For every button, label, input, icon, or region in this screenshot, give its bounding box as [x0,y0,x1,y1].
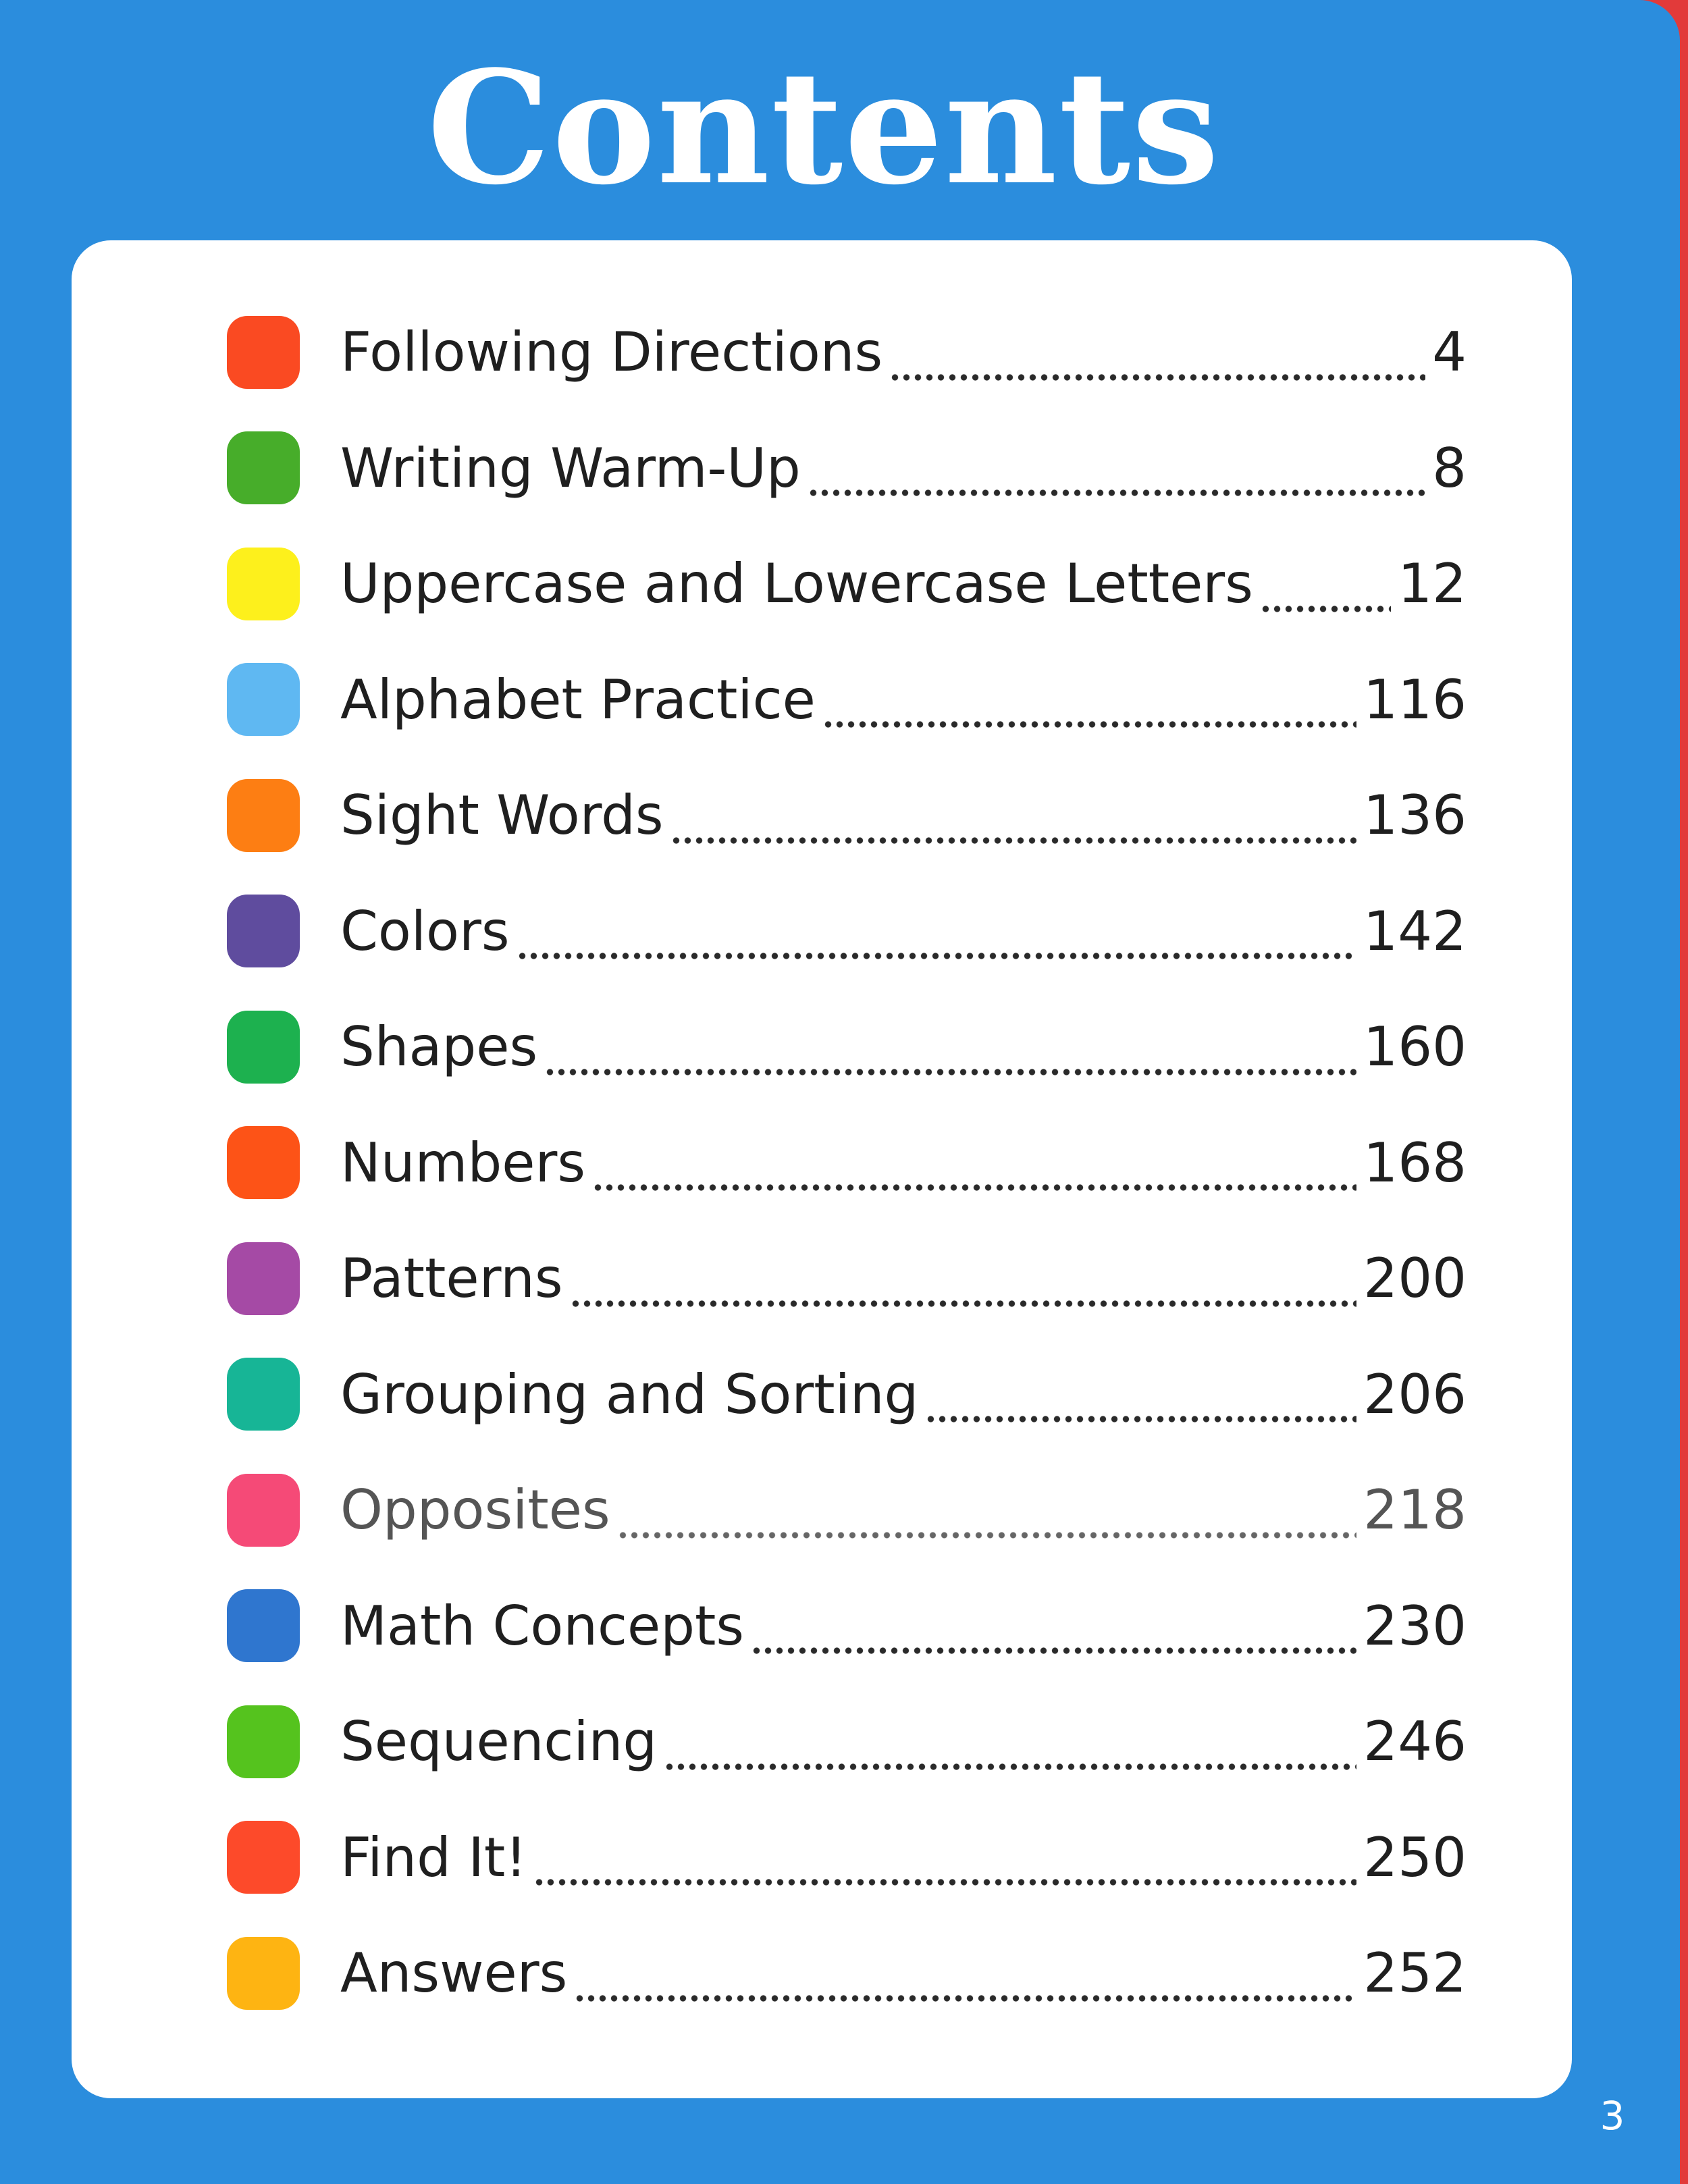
dot-leader [889,323,1425,381]
color-chip [227,1474,300,1547]
entry-page-number: 218 [1363,1479,1467,1542]
color-chip [227,548,300,620]
entry-page-number: 160 [1363,1015,1467,1079]
toc-entry[interactable] [227,1105,1467,1221]
entry-page-number: 142 [1363,899,1467,963]
dot-leader [751,1597,1356,1655]
toc-entry[interactable] [227,1452,1467,1568]
color-chip [227,1242,300,1315]
entry-page-number: 250 [1363,1826,1467,1889]
entry-page-number: 116 [1363,668,1467,731]
entry-title: Numbers [340,1131,586,1194]
entry-title: Alphabet Practice [340,668,816,731]
dot-leader [822,670,1357,728]
toc-entry[interactable] [227,874,1467,990]
entry-title: Writing Warm-Up [340,436,801,500]
dot-leader [617,1481,1357,1539]
toc-entry[interactable] [227,410,1467,527]
color-chip [227,1589,300,1662]
entry-page-number: 136 [1363,784,1467,847]
dot-leader [1260,555,1391,613]
dot-leader [533,1828,1356,1886]
color-chip [227,779,300,852]
entry-page-number: 168 [1363,1131,1467,1194]
entry-title: Math Concepts [340,1594,745,1657]
toc-entry[interactable] [227,526,1467,642]
entry-page-number: 246 [1363,1710,1467,1774]
entry-title: Answers [340,1942,568,2005]
dot-leader [664,1713,1356,1771]
dot-leader [592,1134,1356,1192]
entry-page-number: 4 [1432,321,1467,384]
entry-title: Following Directions [340,321,883,384]
entry-title: Patterns [340,1247,563,1310]
entry-title: Uppercase and Lowercase Letters [340,552,1253,616]
toc-entry[interactable] [227,642,1467,758]
dot-leader [544,1018,1356,1076]
toc-entry[interactable] [227,1337,1467,1453]
entry-title: Find It! [340,1826,527,1889]
dot-leader [574,1944,1356,2002]
page-title: Contents [427,37,1221,219]
dot-leader [925,1365,1356,1423]
color-chip [227,1011,300,1084]
color-chip [227,1705,300,1778]
entry-title: Sequencing [340,1710,658,1774]
page-folio: 3 [1600,2093,1625,2139]
entry-page-number: 206 [1363,1362,1467,1426]
dot-leader [517,902,1357,960]
color-chip [227,1821,300,1894]
toc-entry[interactable] [227,1684,1467,1800]
entry-title: Grouping and Sorting [340,1362,919,1426]
color-chip [227,1126,300,1199]
color-chip [227,895,300,967]
dot-leader [570,1250,1357,1308]
toc-entry[interactable] [227,989,1467,1105]
toc-entry[interactable] [227,1800,1467,1916]
entry-page-number: 230 [1363,1594,1467,1657]
color-chip [227,1937,300,2010]
color-chip [227,316,300,389]
entry-page-number: 200 [1363,1247,1467,1310]
entry-page-number: 12 [1398,552,1467,616]
color-chip [227,663,300,736]
entry-title: Shapes [340,1015,538,1079]
entry-title: Opposites [340,1479,610,1542]
toc-entry[interactable] [227,1568,1467,1684]
toc-entry[interactable] [227,1915,1467,2031]
toc-entry[interactable] [227,1221,1467,1337]
entry-page-number: 8 [1432,436,1467,500]
entry-title: Colors [340,899,510,963]
contents-list [227,294,1467,2031]
color-chip [227,1358,300,1431]
contents-card [72,240,1572,2098]
toc-entry[interactable] [227,294,1467,410]
entry-title: Sight Words [340,784,664,847]
dot-leader [670,787,1357,845]
entry-page-number: 252 [1363,1942,1467,2005]
dot-leader [808,439,1425,497]
toc-entry[interactable] [227,757,1467,874]
color-chip [227,431,300,504]
